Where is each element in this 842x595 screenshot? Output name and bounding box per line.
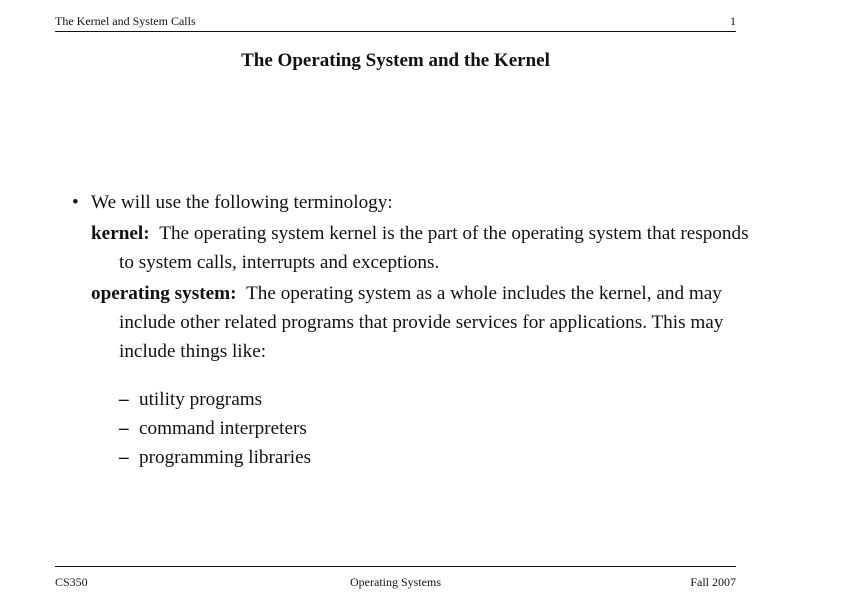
examples-list	[119, 385, 752, 472]
definition-term: operating system:	[91, 283, 237, 304]
list-item-text: programming libraries	[139, 447, 312, 469]
dash-icon: –	[119, 418, 129, 440]
footer-term: Fall 2007	[690, 575, 736, 589]
running-header	[55, 13, 736, 32]
definition-operating-system	[91, 279, 752, 366]
running-footer	[55, 566, 736, 589]
list-item-text: command interpreters	[139, 418, 307, 440]
definition-kernel	[91, 219, 752, 277]
list-item	[119, 443, 752, 472]
footer-course: CS350	[55, 575, 88, 589]
slide-title: The Operating System and the Kernel	[241, 50, 550, 71]
list-item	[119, 385, 752, 414]
bullet-text: We will use the following terminology:	[91, 192, 393, 213]
footer-subject: Operating Systems	[350, 575, 441, 589]
header-page-number: 1	[730, 14, 736, 28]
definition-text: The operating system kernel is the part of the operating system that responds to system calls, interrupts and exceptions.	[119, 223, 749, 273]
list-item-text: utility programs	[139, 389, 263, 411]
definition-text: The operating system as a whole includes the kernel, and may include other related programs that provide services for applications. This may include things like:	[119, 283, 724, 362]
bullet-item	[72, 188, 752, 217]
list-item	[119, 414, 752, 443]
dash-icon: –	[119, 389, 129, 411]
definition-term: kernel:	[91, 223, 150, 244]
dash-icon: –	[119, 447, 129, 469]
slide-content	[72, 188, 752, 491]
header-title: The Kernel and System Calls	[55, 14, 196, 28]
bullet-dot-icon: •	[72, 192, 79, 213]
